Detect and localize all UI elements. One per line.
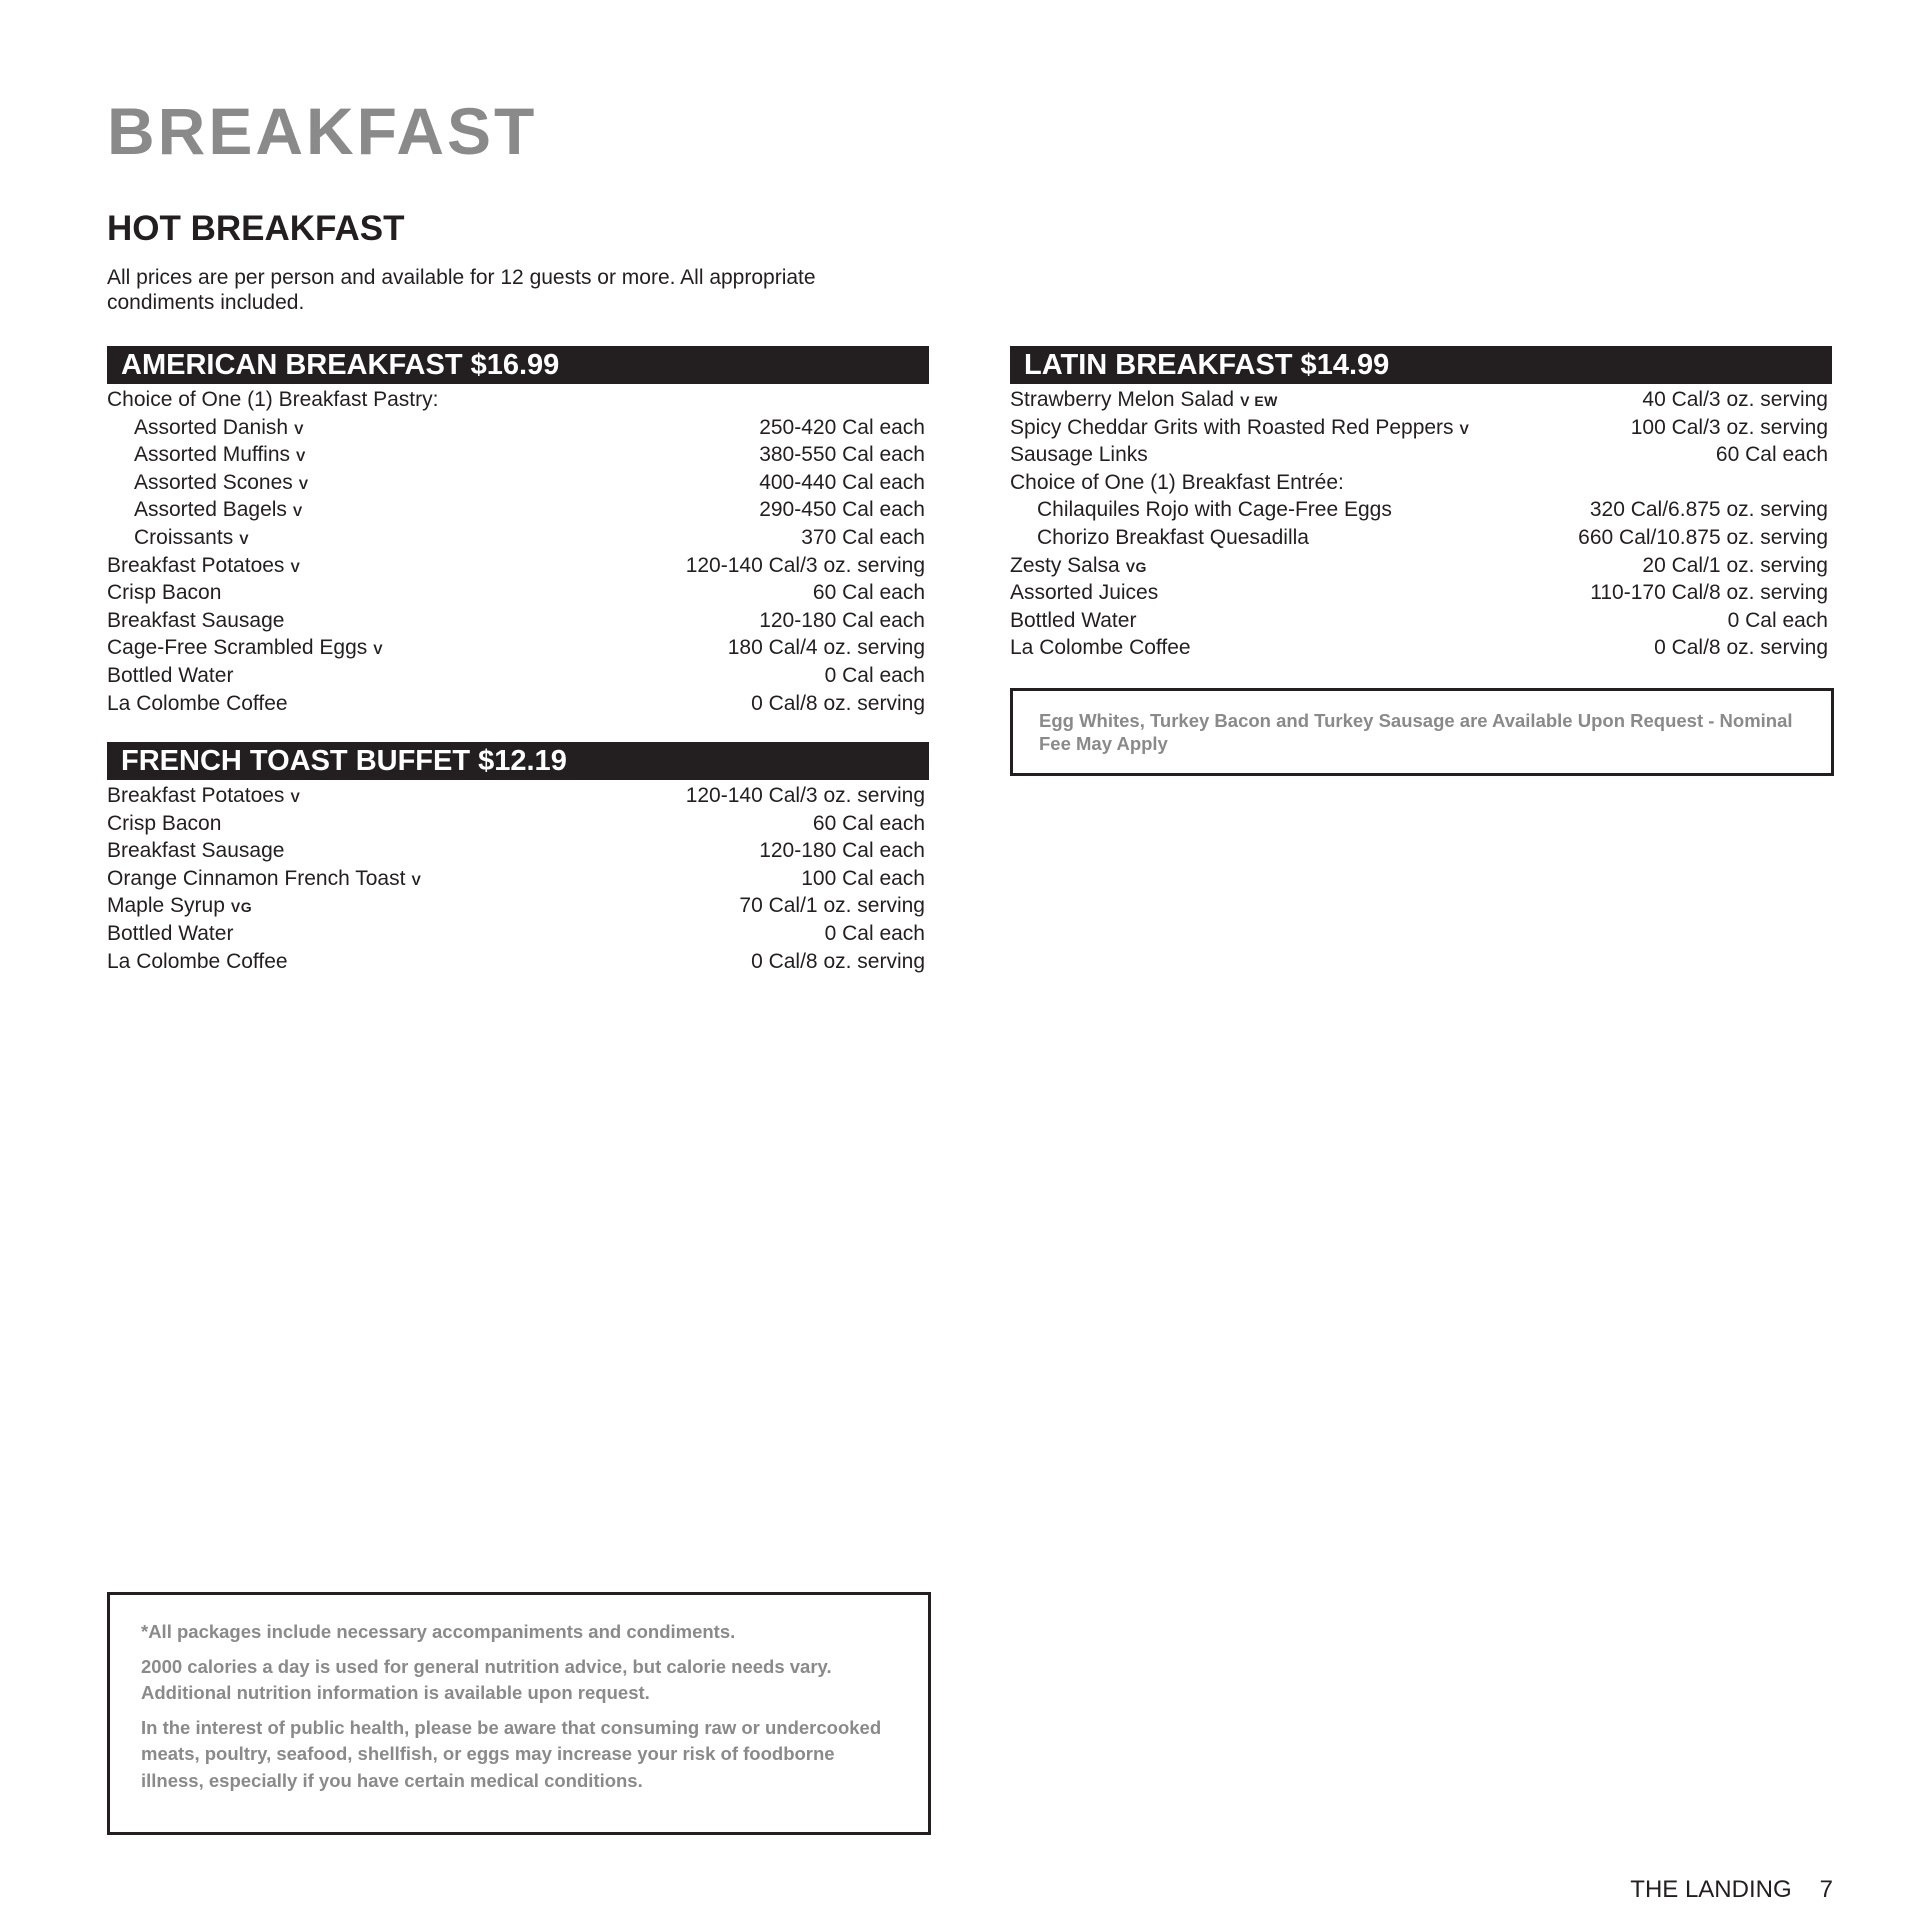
dietary-badge: V (373, 641, 384, 658)
menu-item-name: Sausage Links (1010, 443, 1148, 467)
calorie-info: 100 Cal each (801, 866, 925, 890)
dietary-badge: V (292, 503, 303, 520)
dietary-badge: V (290, 558, 301, 575)
menu-item-name: Assorted Scones (134, 470, 293, 494)
menu-item (107, 810, 929, 838)
menu-item-name: Spicy Cheddar Grits with Roasted Red Peppers (1010, 415, 1454, 439)
menu-item-name-group (1010, 634, 1191, 662)
menu-item-name-group (107, 920, 233, 948)
menu-item-name-group (107, 948, 288, 976)
menu-item-name-group (107, 782, 300, 812)
calorie-info: 0 Cal each (1727, 608, 1828, 632)
menu-item (107, 837, 929, 865)
menu-item-name: Orange Cinnamon French Toast (107, 866, 406, 890)
menu-item-name-group (107, 552, 300, 582)
french-toast-buffet-package (107, 742, 929, 975)
calorie-info: 110-170 Cal/8 oz. serving (1590, 581, 1828, 605)
menu-item-name: La Colombe Coffee (107, 691, 288, 715)
menu-item-name-group (107, 414, 304, 444)
disclaimer-line: 2000 calories a day is used for general nutrition advice, but calorie needs vary. Additional nutrition information is available upon request. (141, 1655, 832, 1703)
dietary-badge: VG (1125, 558, 1147, 575)
menu-item-name: Breakfast Potatoes (107, 553, 285, 577)
menu-item (1010, 469, 1832, 497)
menu-item-name-group (1010, 386, 1278, 416)
menu-item (1010, 414, 1832, 442)
menu-item-name: Bottled Water (107, 663, 234, 687)
american-breakfast-package (107, 346, 929, 717)
menu-item-name-group (107, 690, 288, 718)
menu-item-name: Breakfast Sausage (107, 608, 285, 632)
menu-item (107, 524, 929, 552)
calorie-info: 120-140 Cal/3 oz. serving (685, 784, 925, 807)
menu-item-name-group (107, 662, 233, 690)
menu-item-name: La Colombe Coffee (1010, 636, 1191, 660)
calorie-info: 120-140 Cal/3 oz. serving (685, 553, 925, 577)
request-note: Egg Whites, Turkey Bacon and Turkey Sausage are Available Upon Request - Nominal Fee May Apply (1010, 688, 1834, 776)
calorie-info: 120-180 Cal each (759, 839, 925, 863)
dietary-badge: V (1459, 420, 1470, 437)
menu-item-name: Cage-Free Scrambled Eggs (107, 636, 368, 660)
menu-item (1010, 552, 1832, 580)
menu-item-name-group (107, 441, 306, 471)
calorie-info: 0 Cal each (824, 921, 925, 945)
menu-item-name: Choice of One (1) Breakfast Entrée: (1010, 470, 1344, 494)
package-header: AMERICAN BREAKFAST $16.99 (107, 346, 929, 384)
menu-item-name-group (1010, 469, 1344, 497)
menu-item (107, 386, 929, 414)
menu-item-name-group (1010, 496, 1392, 524)
calorie-info: 70 Cal/1 oz. serving (739, 894, 925, 918)
dietary-badge: VG (230, 899, 253, 916)
menu-item-name: Maple Syrup (107, 894, 225, 918)
menu-item-name: Choice of One (1) Breakfast Pastry: (107, 388, 439, 411)
menu-item (107, 920, 929, 948)
menu-item (107, 552, 929, 580)
menu-item (1010, 386, 1832, 414)
calorie-info: 60 Cal each (1715, 443, 1828, 467)
dietary-badge: V (239, 530, 250, 547)
menu-item-name: Crisp Bacon (107, 581, 222, 605)
latin-breakfast-package (1010, 346, 1832, 662)
calorie-info: 60 Cal each (812, 811, 925, 835)
menu-item-name: Bottled Water (107, 921, 234, 945)
calorie-info: 380-550 Cal each (759, 443, 925, 467)
menu-item-name: Assorted Danish (134, 415, 289, 439)
menu-item-name: Chorizo Breakfast Quesadilla (1037, 525, 1309, 549)
calorie-info: 400-440 Cal each (759, 470, 925, 494)
menu-item-name-group (107, 496, 303, 526)
menu-item-name: Bottled Water (1010, 608, 1137, 632)
menu-item-name-group (1010, 441, 1148, 469)
menu-item (1010, 607, 1832, 635)
menu-item-name: Zesty Salsa (1010, 553, 1120, 577)
menu-item (1010, 524, 1832, 552)
calorie-info: 660 Cal/10.875 oz. serving (1578, 525, 1828, 549)
menu-item-name: Croissants (134, 525, 234, 549)
menu-item-name: Breakfast Sausage (107, 839, 285, 863)
venue-name: THE LANDING (1630, 1876, 1792, 1903)
menu-item-name: Strawberry Melon Salad (1010, 388, 1235, 411)
menu-item-name-group (107, 865, 421, 895)
menu-item-name-group (107, 810, 221, 838)
menu-item (107, 441, 929, 469)
calorie-info: 60 Cal each (812, 581, 925, 605)
dietary-badge: V (296, 448, 306, 465)
menu-item-name-group (107, 607, 284, 635)
menu-item-name: Crisp Bacon (107, 811, 222, 835)
menu-item (107, 579, 929, 607)
menu-item-name: Assorted Juices (1010, 581, 1159, 605)
menu-item-name-group (107, 892, 252, 922)
menu-item (107, 496, 929, 524)
menu-item (1010, 634, 1832, 662)
menu-item (107, 948, 929, 976)
menu-item (107, 469, 929, 497)
dietary-badge: V (294, 420, 304, 437)
menu-item-name-group (107, 386, 438, 414)
menu-item (107, 414, 929, 442)
page-number: 7 (1819, 1876, 1833, 1903)
item-list (107, 782, 929, 975)
calorie-info: 180 Cal/4 oz. serving (727, 636, 925, 660)
menu-item (107, 634, 929, 662)
calorie-info: 370 Cal each (801, 525, 925, 549)
page-title: BREAKFAST (107, 94, 538, 168)
package-header: LATIN BREAKFAST $14.99 (1010, 346, 1832, 384)
section-title: HOT BREAKFAST (107, 209, 405, 248)
item-list (107, 386, 929, 717)
menu-item-name: Assorted Bagels (134, 498, 287, 522)
menu-item-name: Chilaquiles Rojo with Cage-Free Eggs (1037, 498, 1392, 522)
calorie-info: 0 Cal/8 oz. serving (751, 949, 925, 973)
menu-item-name: Breakfast Potatoes (107, 784, 285, 807)
calorie-info: 20 Cal/1 oz. serving (1642, 553, 1828, 577)
dietary-badge: V (411, 871, 422, 888)
menu-item-name-group (1010, 524, 1309, 552)
dietary-badge: V EW (1240, 393, 1278, 409)
menu-item (107, 865, 929, 893)
calorie-info: 290-450 Cal each (759, 498, 925, 522)
menu-item (107, 892, 929, 920)
menu-item-name-group (1010, 607, 1136, 635)
menu-item-name: Assorted Muffins (134, 443, 291, 467)
disclaimer-box (107, 1592, 931, 1835)
menu-item (107, 607, 929, 635)
menu-item (107, 662, 929, 690)
item-list (1010, 386, 1832, 662)
menu-item (107, 782, 929, 810)
menu-item (1010, 441, 1832, 469)
menu-item-name-group (1010, 579, 1158, 607)
menu-item-name-group (107, 579, 221, 607)
menu-item (1010, 579, 1832, 607)
calorie-info: 0 Cal each (824, 663, 925, 687)
menu-item-name-group (107, 469, 309, 499)
calorie-info: 100 Cal/3 oz. serving (1630, 415, 1828, 439)
dietary-badge: V (298, 475, 309, 492)
page-footer (1630, 1876, 1833, 1904)
menu-item-name-group (107, 524, 249, 554)
package-header: FRENCH TOAST BUFFET $12.19 (107, 742, 929, 780)
calorie-info: 120-180 Cal each (759, 608, 925, 632)
disclaimer-line: *All packages include necessary accompaniments and condiments. (141, 1621, 736, 1642)
calorie-info: 40 Cal/3 oz. serving (1642, 388, 1828, 411)
menu-item-name-group (107, 634, 383, 664)
menu-item-name-group (107, 837, 284, 865)
menu-item-name-group (1010, 414, 1469, 444)
section-intro: All prices are per person and available for 12 guests or more. All appropriate condiments included. (107, 266, 816, 314)
menu-item (107, 690, 929, 718)
calorie-info: 320 Cal/6.875 oz. serving (1589, 498, 1828, 522)
dietary-badge: V (290, 789, 301, 805)
calorie-info: 250-420 Cal each (759, 415, 925, 439)
calorie-info: 0 Cal/8 oz. serving (751, 691, 925, 715)
menu-item-name-group (1010, 552, 1147, 582)
calorie-info: 0 Cal/8 oz. serving (1654, 636, 1828, 660)
menu-item (1010, 496, 1832, 524)
disclaimer-line: In the interest of public health, please be aware that consuming raw or undercooked meats, poultry, seafood, shellfish, or eggs may increase your risk of foodborne illness, especially if you have certain medical conditions. (141, 1716, 882, 1791)
menu-item-name: La Colombe Coffee (107, 949, 288, 973)
